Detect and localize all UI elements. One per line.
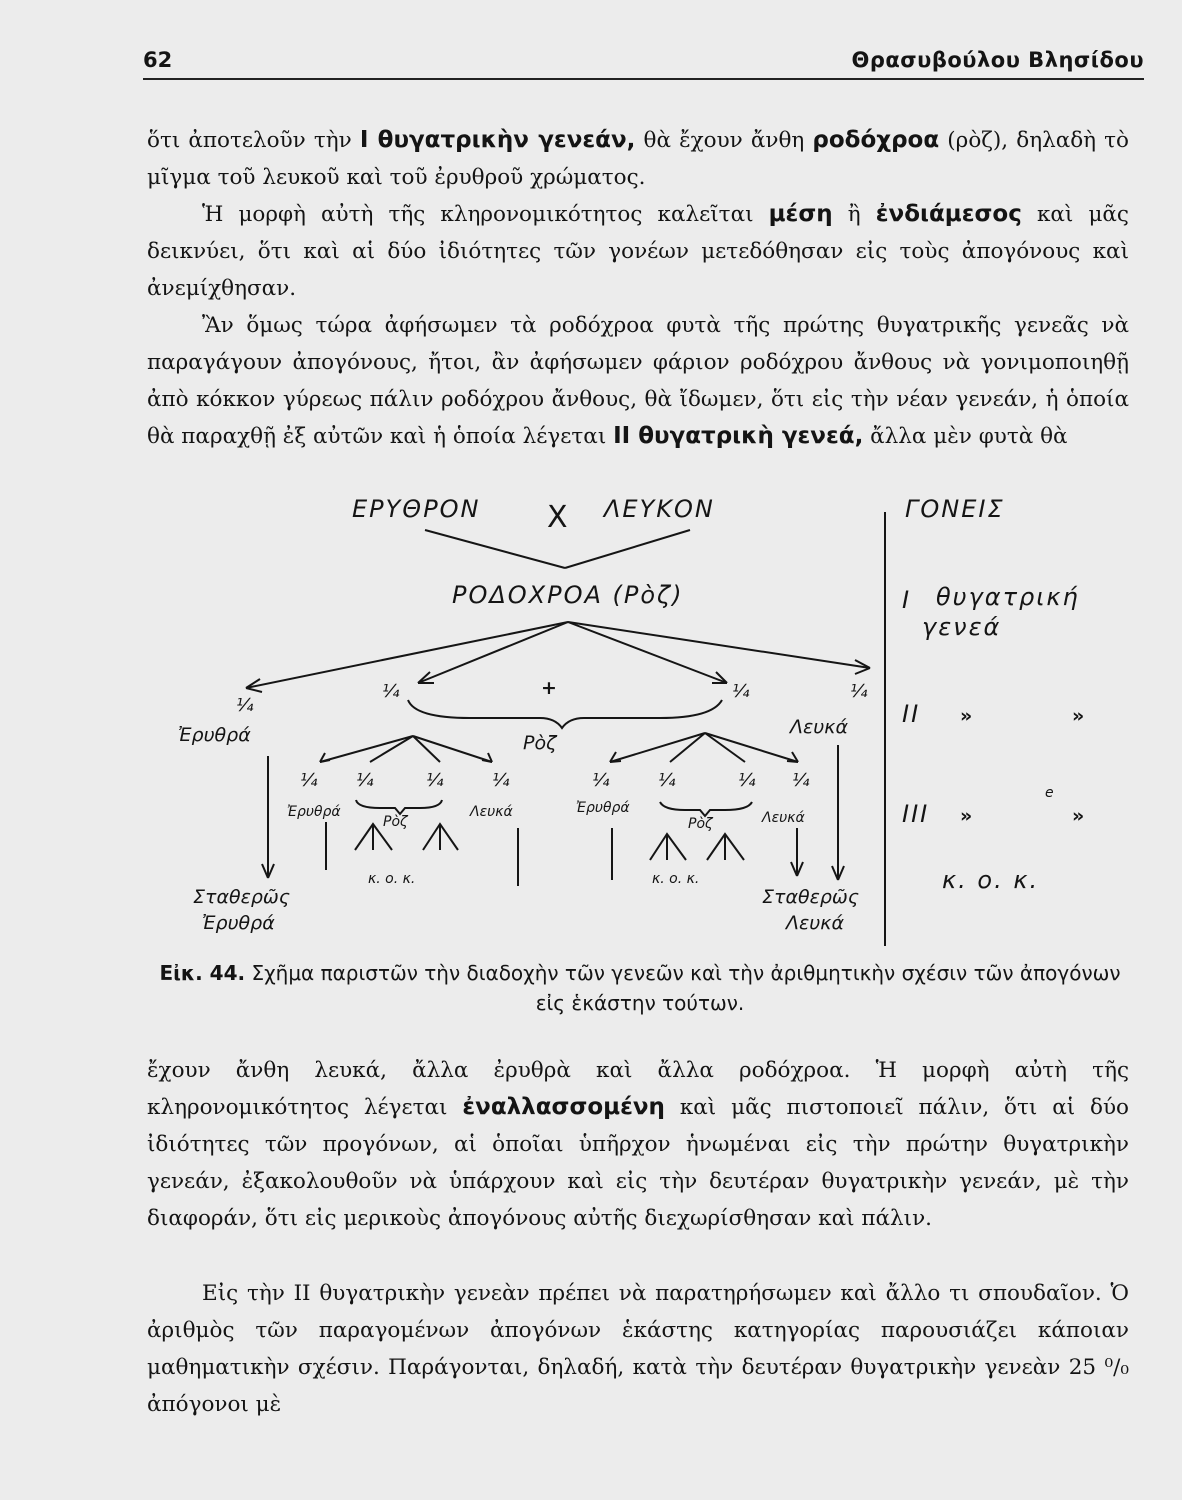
branch-white <box>568 622 870 668</box>
pink-brace <box>408 700 722 728</box>
gen2-roman: II <box>902 700 921 728</box>
fraction: ¼ <box>658 770 676 791</box>
fraction: ¼ <box>426 770 444 791</box>
running-header <box>143 42 1144 80</box>
fan-line <box>610 733 705 762</box>
caption-text: Σχῆμα παριστῶν τὴν διαδοχὴν τῶν γενεῶν καὶ τὴν ἀριθμητικὴν σχέσιν τῶν ἀπογόνων εἰς ἑκάστην τούτων. <box>245 961 1121 1015</box>
parent-red-label: ΕΡΥΘΡΟΝ <box>352 495 481 523</box>
term-first-daughter-generation: I θυγατρικὴν γενεάν, <box>359 127 636 153</box>
paragraph-3 <box>147 307 1129 455</box>
etc-left: κ. ο. κ. <box>368 871 416 887</box>
ditto-mark: » <box>1072 705 1085 727</box>
fan-line <box>413 736 492 762</box>
arrowhead <box>787 752 798 762</box>
ditto-mark: » <box>960 805 973 827</box>
label-stable-white: Σταθερῶς <box>762 886 859 908</box>
fan-line <box>705 733 745 762</box>
label-pink-small: Ρὸζ <box>383 814 408 830</box>
fraction-white: ¼ <box>850 681 868 702</box>
gen1-roman: I <box>902 586 912 614</box>
running-title: Θρασυβούλου Βλησίδου <box>851 48 1144 72</box>
branch-pink-1 <box>418 622 568 683</box>
branch-red <box>246 622 568 688</box>
label-red-small: Ἐρυθρά <box>576 800 630 816</box>
paragraph-1 <box>147 122 1129 196</box>
text-run: Εἰς τὴν II θυγατρικὴν γενεὰν πρέπει νὰ παρατηρήσωμεν καὶ ἄλλο τι σπουδαῖον. Ὁ ἀριθμὸς τῶν παραγομένων ἀπογόνων ἑκάστης κατηγορίας παρουσιάζει κάποιαν μαθηματικὴν σχέσιν. Παράγονται, δηλαδή, κατὰ τὴν δευτέραν θυγατρικὴν γενεὰν 25 ⁰/₀ ἀπόγονοι μὲ <box>147 1281 1129 1417</box>
dot-mark: e <box>1045 785 1054 801</box>
gen1-line1: θυγατρική <box>936 583 1080 611</box>
fraction: ¼ <box>492 770 510 791</box>
parent-white-label: ΛΕΥΚΟΝ <box>604 495 715 523</box>
arrowhead <box>482 753 492 762</box>
text-run: θὰ ἔχουν ἄνθη <box>635 128 813 153</box>
gen1-line2: γενεά <box>922 613 1002 641</box>
label-red: Ἐρυθρά <box>178 724 251 746</box>
generation-header: ΓΟΝΕΙΣ <box>905 495 1005 523</box>
fan-line <box>705 733 798 762</box>
fraction-pink-1: ¼ <box>382 681 400 702</box>
text-run: Ἡ μορφὴ αὐτὴ τῆς κληρονομικότητος καλεῖται <box>202 202 769 227</box>
paragraph-2 <box>147 196 1129 307</box>
fraction: ¼ <box>738 770 756 791</box>
label-white: Λευκά <box>790 716 848 738</box>
inheritance-diagram <box>0 480 1182 955</box>
plus-sign: + <box>541 677 557 699</box>
label-pink-small: Ρὸζ <box>688 816 713 832</box>
parent-white-line <box>565 530 690 568</box>
brace-small <box>356 800 442 814</box>
arrowhead <box>320 753 330 762</box>
etc-generations: κ. ο. κ. <box>942 866 1040 894</box>
paragraph-5 <box>147 1275 1129 1423</box>
term-second-daughter-generation: II θυγατρικὴ γενεά, <box>613 423 864 449</box>
fan-line <box>370 736 413 762</box>
label-stable-red: Σταθερῶς <box>193 886 290 908</box>
ditto-mark: » <box>1072 805 1085 827</box>
text-run: ἄλλα μὲν φυτὰ θὰ <box>863 424 1068 449</box>
cross-symbol: X <box>547 500 570 535</box>
ditto-mark: » <box>960 705 973 727</box>
text-run: ἢ <box>832 202 876 227</box>
label-red-stable: Ἐρυθρά <box>202 912 275 934</box>
fraction: ¼ <box>592 770 610 791</box>
arrowhead <box>610 752 621 762</box>
text-run: ὅτι ἀποτελοῦν τὴν <box>147 128 360 153</box>
fraction-red: ¼ <box>236 695 254 716</box>
figure-caption <box>150 958 1130 1018</box>
caption-label: Εἰκ. 44. <box>159 961 246 985</box>
label-red-small: Ἐρυθρά <box>287 804 341 820</box>
fraction-pink-2: ¼ <box>732 681 750 702</box>
label-white-stable: Λευκά <box>786 912 844 934</box>
term-intermediate: ἐνδιάμεσος <box>875 201 1022 227</box>
fraction: ¼ <box>300 770 318 791</box>
text-run: Ἂν ὅμως τώρα ἀφήσωμεν τὰ ροδόχροα φυτὰ τῆς πρώτης θυγατρικῆς γενεᾶς νὰ παραγάγουν ἀπογόνους, ἤτοι, ἂν ἀφήσωμεν φάριον ροδόχρου ἄνθους νὰ γονιμοποιηθῇ ἀπὸ κόκκον γύρεως πάλιν ροδόχρου ἄνθους, θὰ ἴδωμεν, ὅτι εἰς τὴν νέαν γενεάν, ἡ ὁποία θὰ παραχθῇ ἐξ αὐτῶν καὶ ἡ ὁποία λέγεται <box>147 313 1129 449</box>
text-run: (ρὸζ), δηλαδὴ τὸ μῖγμα τοῦ λευκοῦ καὶ τοῦ ἐρυθροῦ χρώματος. <box>147 128 1130 190</box>
fan-line <box>320 736 413 762</box>
term-alternating: ἐναλλασσομένη <box>462 1094 665 1120</box>
term-pink: ροδόχροα <box>812 127 940 153</box>
label-white-small: Λευκά <box>470 804 513 820</box>
brace-small <box>660 802 752 816</box>
gen3-roman: III <box>902 800 930 828</box>
f1-label: ΡΟΔΟΧΡΟΑ (Ρὸζ) <box>452 581 684 609</box>
fraction: ¼ <box>792 770 810 791</box>
paragraph-4 <box>147 1052 1129 1237</box>
text-run: ἔχουν ἄνθη λευκά, ἄλλα ἐρυθρὰ καὶ ἄλλα ροδόχροα. Ἡ μορφὴ αὐτὴ τῆς κληρονομικότητος λέγεται <box>147 1058 1129 1120</box>
parent-red-line <box>425 530 565 568</box>
branch-pink-2 <box>568 622 727 683</box>
etc-right: κ. ο. κ. <box>652 871 700 887</box>
page-number: 62 <box>143 48 173 72</box>
term-mesi: μέση <box>768 201 833 227</box>
text-run: καὶ μᾶς δεικνύει, ὅτι καὶ αἱ δύο ἰδιότητες τῶν γονέων μετεδόθησαν εἰς τοὺς ἀπογόνους καὶ ἀνεμίχθησαν. <box>147 202 1129 301</box>
fraction: ¼ <box>356 770 374 791</box>
text-run: καὶ μᾶς πιστοποιεῖ πάλιν, ὅτι αἱ δύο ἰδιότητες τῶν προγόνων, αἱ ὁποῖαι ὑπῆρχον ἡνωμέναι εἰς τὴν πρώτην θυγατρικὴν γενεάν, ἐξακολουθοῦν νὰ ὑπάρχουν καὶ εἰς τὴν δευτέραν θυγατρικὴν γενεάν, μὲ τὴν διαφοράν, ὅτι εἰς μερικοὺς ἀπογόνους αὐτῆς διεχωρίσθησαν καὶ πάλιν. <box>147 1095 1129 1231</box>
label-white-small: Λευκά <box>762 810 805 826</box>
label-pink: Ρὸζ <box>523 732 557 754</box>
